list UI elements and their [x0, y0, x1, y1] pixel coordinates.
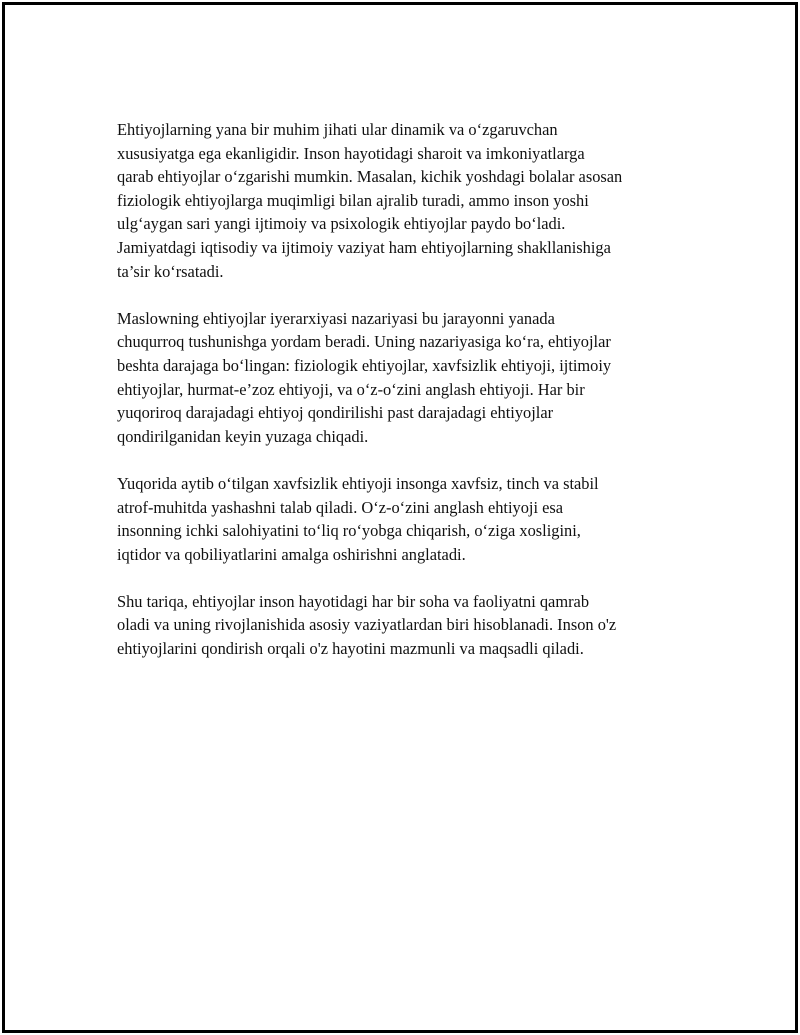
text-line: atrof-muhitda yashashni talab qiladi. O‘z-o‘zini anglash ehtiyoji esa	[117, 497, 564, 517]
text-line: iqtidor va qobiliyatlarini amalga oshirishni anglatadi.	[117, 544, 466, 564]
text-line: ehtiyojlar, hurmat-e’zoz ehtiyoji, va o‘z-o‘zini anglash ehtiyoji. Har bir	[117, 379, 585, 399]
text-line: qarab ehtiyojlar o‘zgarishi mumkin. Masalan, kichik yoshdagi bolalar asosan	[117, 167, 623, 187]
text-line: oladi va uning rivojlanishida asosiy vaziyatlardan biri hisoblanadi. Inson o'z	[117, 615, 617, 635]
text-line: ta’sir ko‘rsatadi.	[117, 261, 224, 281]
text-line: ulg‘aygan sari yangi ijtimoiy va psixologik ehtiyojlar paydo bo‘ladi.	[117, 214, 566, 234]
paragraph-1	[117, 118, 697, 283]
paragraph-4	[117, 590, 697, 661]
paragraph-3	[117, 472, 697, 566]
document-body	[117, 118, 697, 684]
text-line: chuqurroq tushunishga yordam beradi. Uning nazariyasiga ko‘ra, ehtiyojlar	[117, 332, 611, 352]
text-line: Maslowning ehtiyojlar iyerarxiyasi nazariyasi bu jarayonni yanada	[117, 308, 555, 328]
text-line: Jamiyatdagi iqtisodiy va ijtimoiy vaziyat ham ehtiyojlarning shakllanishiga	[117, 237, 611, 257]
text-line: qondirilganidan keyin yuzaga chiqadi.	[117, 426, 369, 446]
text-line: beshta darajaga bo‘lingan: fiziologik ehtiyojlar, xavfsizlik ehtiyoji, ijtimoiy	[117, 355, 612, 375]
text-line: fiziologik ehtiyojlarga muqimligi bilan ajralib turadi, ammo inson yoshi	[117, 190, 589, 210]
text-line: Yuqorida aytib o‘tilgan xavfsizlik ehtiyoji insonga xavfsiz, tinch va stabil	[117, 473, 599, 493]
text-line: xususiyatga ega ekanligidir. Inson hayotidagi sharoit va imkoniyatlarga	[117, 143, 585, 163]
text-line: yuqoriroq darajadagi ehtiyoj qondirilishi past darajadagi ehtiyojlar	[117, 403, 554, 423]
text-line: ehtiyojlarini qondirish orqali o'z hayotini mazmunli va maqsadli qiladi.	[117, 639, 584, 659]
text-line: Ehtiyojlarning yana bir muhim jihati ular dinamik va o‘zgaruvchan	[117, 120, 558, 139]
text-line: insonning ichki salohiyatini to‘liq ro‘yobga chiqarish, o‘ziga xosligini,	[117, 521, 581, 541]
paragraph-2	[117, 307, 697, 449]
text-line: Shu tariqa, ehtiyojlar inson hayotidagi har bir soha va faoliyatni qamrab	[117, 591, 590, 611]
